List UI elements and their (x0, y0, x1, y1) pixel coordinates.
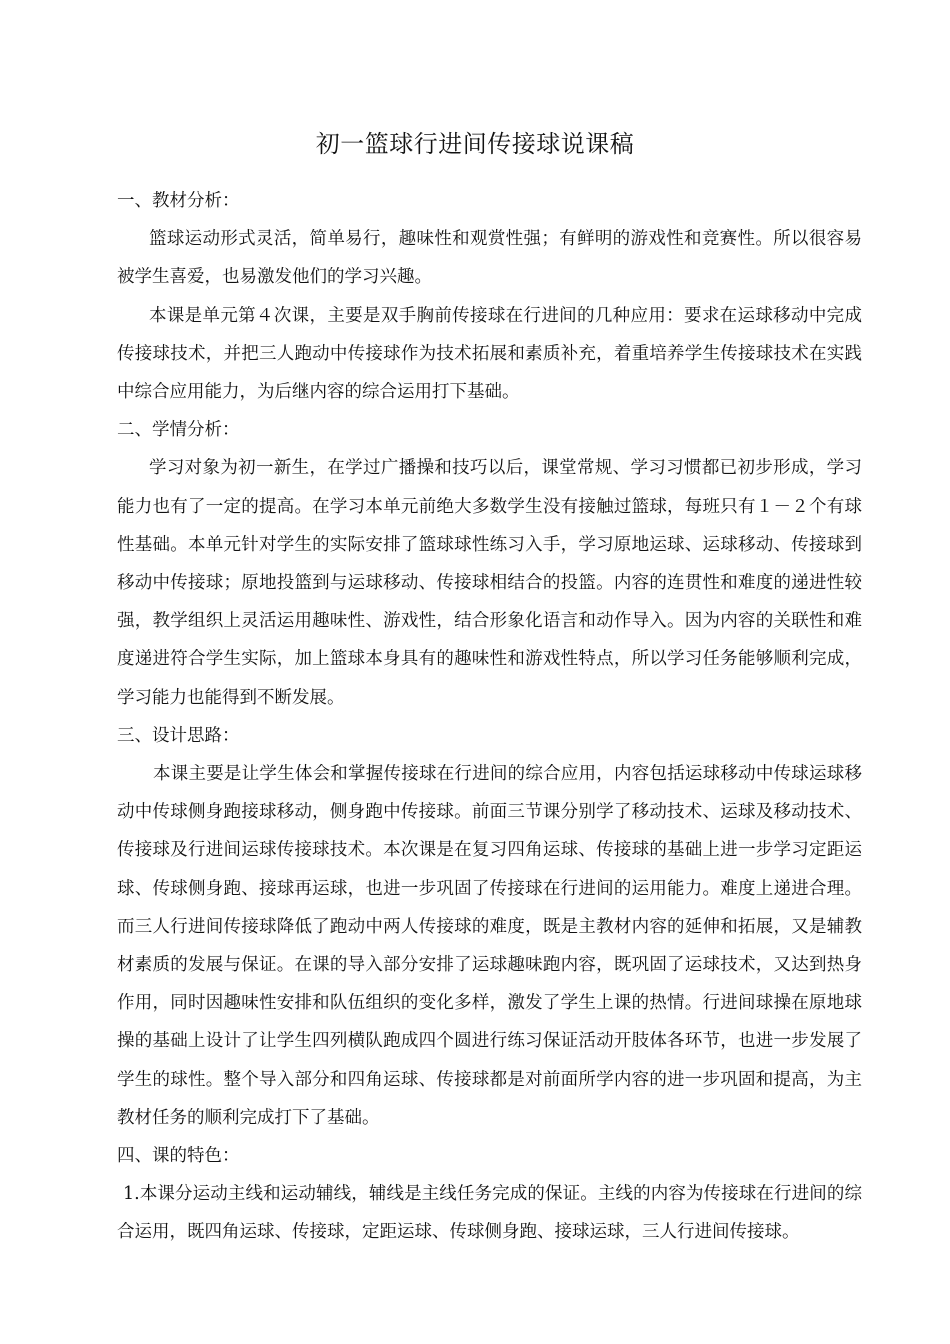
section-heading-student-analysis: 二、学情分析： (117, 420, 240, 441)
paragraph: 本课是单元第４次课，主要是双手胸前传接球在行进间的几种应用：要求在运球移动中完成传接球技术，并把三人跑动中传接球作为技术拓展和素质补充，着重培养学生传接球技术在实践中综合应用能力，为后继内容的综合运用打下基础。 (117, 305, 862, 403)
paragraph: 1.本课分运动主线和运动辅线，辅线是主线任务完成的保证。主线的内容为传接球在行进间的综合运用，既四角运球、传接球，定距运球、传球侧身跑、接球运球，三人行进间传接球。 (117, 1184, 862, 1243)
page-title: 初一篮球行进间传接球说课稿 (315, 130, 635, 158)
paragraph: 本课主要是让学生体会和掌握传接球在行进间的综合应用，内容包括运球移动中传球运球移动中传球侧身跑接球移动，侧身跑中传接球。前面三节课分别学了移动技术、运球及移动技术、传接球及行进间运球传接球技术。本次课是在复习四角运球、传接球的基础上进一步学习定距运球、传球侧身跑、接球再运球，也进一步巩固了传接球在行进间的运用能力。难度上递进合理。而三人行进间传接球降低了跑动中两人传接球的难度，既是主教材内容的延伸和拓展，又是辅教材素质的发展与保证。在课的导入部分安排了运球趣味跑内容，既巩固了运球技术，又达到热身作用，同时因趣味性安排和队伍组织的变化多样，激发了学生上课的热情。行进间球操在原地球操的基础上设计了让学生四列横队跑成四个圆进行练习保证活动开肢体各环节，也进一步发展了学生的球性。整个导入部分和四角运球、传接球都是对前面所学内容的进一步巩固和提高，为主教材任务的顺利完成打下了基础。 (117, 764, 862, 1128)
section-heading-textbook-analysis: 一、教材分析： (117, 191, 240, 211)
document-body (117, 182, 862, 1252)
paragraph: 学习对象为初一新生，在学过广播操和技巧以后，课堂常规、学习习惯都已初步形成，学习能力也有了一定的提高。在学习本单元前绝大多数学生没有接触过篮球，每班只有１－２个有球性基础。本单元针对学生的实际安排了篮球球性练习入手，学习原地运球、运球移动、传接球到移动中传接球；原地投篮到与运球移动、传接球相结合的投篮。内容的连贯性和难度的递进性较强，教学组织上灵活运用趣味性、游戏性，结合形象化语言和动作导入。因为内容的关联性和难度递进符合学生实际，加上篮球本身具有的趣味性和游戏性特点，所以学习任务能够顺利完成，学习能力也能得到不断发展。 (117, 458, 862, 708)
section-heading-lesson-features: 四、课的特色： (117, 1146, 240, 1167)
paragraph: 篮球运动形式灵活，简单易行，趣味性和观赏性强；有鲜明的游戏性和竞赛性。所以很容易被学生喜爱，也易激发他们的学习兴趣。 (117, 229, 862, 288)
section-heading-design-ideas: 三、设计思路： (117, 725, 240, 746)
